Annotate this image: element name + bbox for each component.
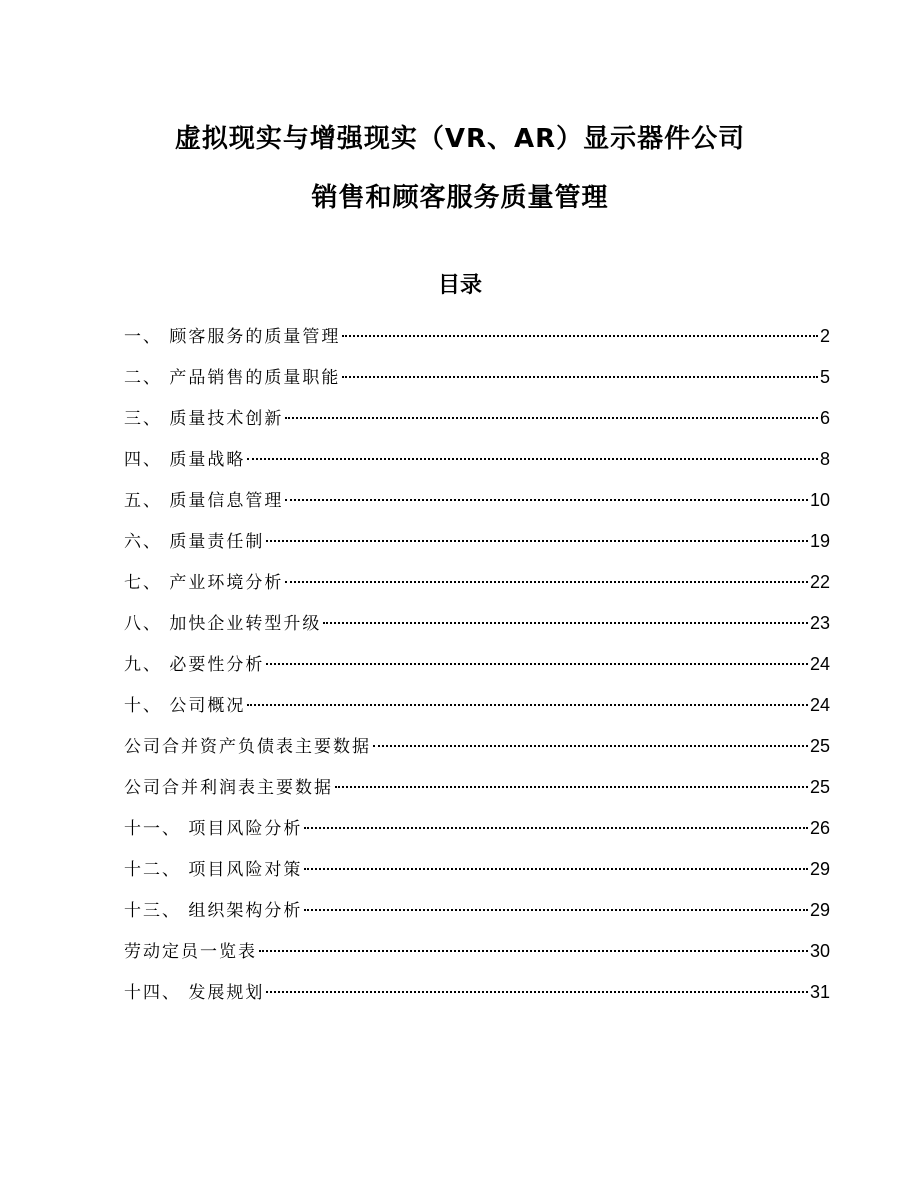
toc-entry-page: 5 bbox=[819, 367, 830, 387]
toc-entry-page: 19 bbox=[809, 531, 830, 551]
toc-entry-page: 31 bbox=[809, 982, 830, 1002]
toc-heading: 目录 bbox=[437, 273, 482, 298]
toc-entry[interactable] bbox=[124, 486, 830, 527]
toc-dot-leader bbox=[304, 827, 808, 829]
toc-entry-label: 公司合并资产负债表主要数据 bbox=[124, 737, 371, 757]
toc-dot-leader bbox=[259, 950, 808, 952]
toc-dot-leader bbox=[342, 376, 818, 378]
toc-entry-page: 22 bbox=[809, 572, 830, 592]
toc-entry-label: 七、 产业环境分析 bbox=[124, 573, 284, 593]
toc-entry[interactable] bbox=[124, 691, 830, 732]
toc-entry[interactable] bbox=[124, 322, 830, 363]
toc-entry-label: 九、 必要性分析 bbox=[124, 655, 265, 675]
toc-entry-label: 二、 产品销售的质量职能 bbox=[124, 368, 341, 388]
toc-dot-leader bbox=[247, 458, 818, 460]
toc-dot-leader bbox=[266, 540, 808, 542]
toc-dot-leader bbox=[304, 868, 808, 870]
toc-entry-page: 24 bbox=[809, 654, 830, 674]
toc-entry-label: 一、 顾客服务的质量管理 bbox=[124, 327, 341, 347]
toc-entry-page: 2 bbox=[819, 326, 830, 346]
toc-entry-page: 24 bbox=[809, 695, 830, 715]
toc-entry-label: 五、 质量信息管理 bbox=[124, 491, 284, 511]
toc-entry-label: 三、 质量技术创新 bbox=[124, 409, 284, 429]
toc-entry[interactable] bbox=[124, 937, 830, 978]
document-title-line-1: 虚拟现实与增强现实（VR、AR）显示器件公司 bbox=[174, 124, 746, 154]
toc-entry[interactable] bbox=[124, 814, 830, 855]
document-title-line-2: 销售和顾客服务质量管理 bbox=[311, 183, 609, 213]
toc-entry-label: 六、 质量责任制 bbox=[124, 532, 265, 552]
toc-dot-leader bbox=[342, 335, 818, 337]
toc-entry[interactable] bbox=[124, 445, 830, 486]
toc-entry-label: 十二、 项目风险对策 bbox=[124, 860, 303, 880]
toc-dot-leader bbox=[285, 417, 818, 419]
toc-entry-label: 十一、 项目风险分析 bbox=[124, 819, 303, 839]
toc-entry-label: 公司合并利润表主要数据 bbox=[124, 778, 333, 798]
table-of-contents bbox=[124, 322, 830, 1019]
toc-dot-leader bbox=[285, 581, 808, 583]
toc-entry[interactable] bbox=[124, 773, 830, 814]
toc-entry-label: 十三、 组织架构分析 bbox=[124, 901, 303, 921]
toc-entry[interactable] bbox=[124, 404, 830, 445]
toc-entry[interactable] bbox=[124, 978, 830, 1019]
toc-entry[interactable] bbox=[124, 527, 830, 568]
toc-entry-page: 29 bbox=[809, 900, 830, 920]
toc-dot-leader bbox=[266, 991, 808, 993]
toc-dot-leader bbox=[323, 622, 808, 624]
toc-entry-page: 25 bbox=[809, 736, 830, 756]
toc-entry-page: 29 bbox=[809, 859, 830, 879]
toc-entry[interactable] bbox=[124, 650, 830, 691]
toc-entry-page: 6 bbox=[819, 408, 830, 428]
toc-dot-leader bbox=[266, 663, 808, 665]
toc-entry[interactable] bbox=[124, 855, 830, 896]
toc-entry[interactable] bbox=[124, 609, 830, 650]
toc-dot-leader bbox=[373, 745, 808, 747]
toc-dot-leader bbox=[285, 499, 808, 501]
toc-entry-label: 八、 加快企业转型升级 bbox=[124, 614, 322, 634]
toc-entry[interactable] bbox=[124, 732, 830, 773]
toc-entry-label: 四、 质量战略 bbox=[124, 450, 246, 470]
toc-dot-leader bbox=[335, 786, 808, 788]
toc-entry-page: 26 bbox=[809, 818, 830, 838]
toc-entry-label: 劳动定员一览表 bbox=[124, 942, 257, 962]
toc-entry[interactable] bbox=[124, 363, 830, 404]
toc-dot-leader bbox=[304, 909, 808, 911]
toc-entry[interactable] bbox=[124, 896, 830, 937]
toc-dot-leader bbox=[247, 704, 808, 706]
toc-entry-label: 十、 公司概况 bbox=[124, 696, 246, 716]
toc-entry-page: 10 bbox=[809, 490, 830, 510]
toc-entry-page: 8 bbox=[819, 449, 830, 469]
toc-entry-page: 23 bbox=[809, 613, 830, 633]
toc-entry-label: 十四、 发展规划 bbox=[124, 983, 265, 1003]
toc-entry-page: 25 bbox=[809, 777, 830, 797]
toc-entry-page: 30 bbox=[809, 941, 830, 961]
toc-entry[interactable] bbox=[124, 568, 830, 609]
